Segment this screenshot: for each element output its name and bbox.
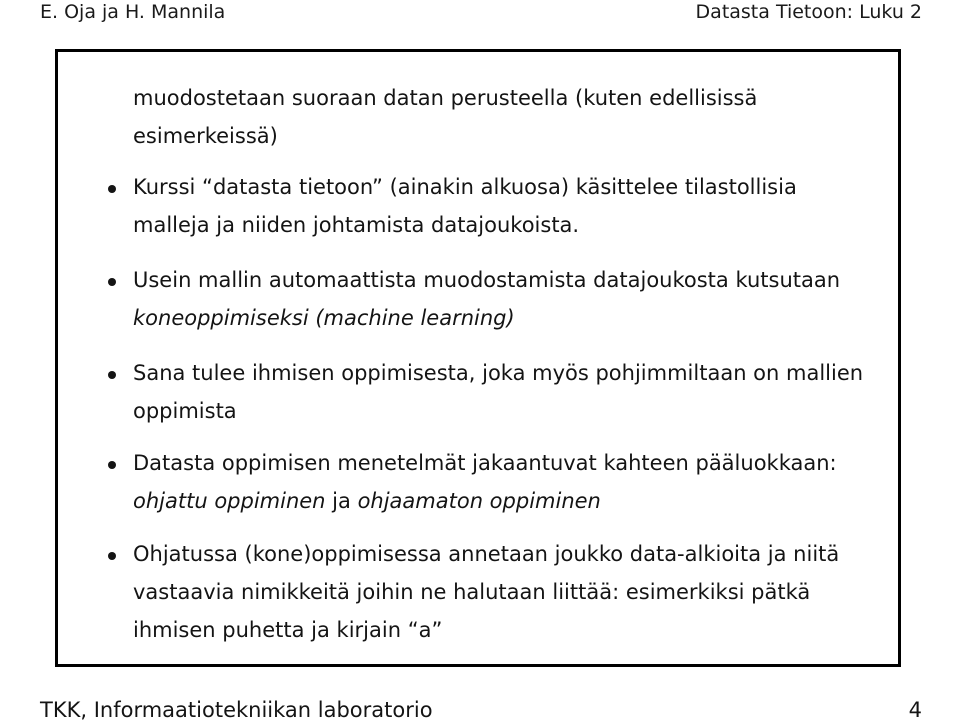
bullet-1-line-1: Kurssi “datasta tietoon” (ainakin alkuosa) käsittelee tilastollisia (133, 175, 797, 199)
bullet-2-line-1: Usein mallin automaattista muodostamista datajoukosta kutsutaan (133, 268, 841, 292)
term-unsupervised-learning: ohjaamaton oppiminen (357, 489, 601, 513)
bullet-4-marker (108, 461, 116, 469)
bullet-5-marker (108, 552, 116, 560)
bullet-5-line-2: vastaavia nimikkeitä joihin ne halutaan liittää: esimerkiksi pätkä (133, 580, 811, 604)
bullet-4-line-1: Datasta oppimisen menetelmät jakaantuvat kahteen pääluokkaan: (133, 451, 837, 475)
bullet-3-marker (108, 371, 116, 379)
header-course-chapter: Datasta Tietoon: Luku 2 (695, 1, 922, 23)
bullet-4-line-2 (133, 482, 601, 520)
term-supervised-learning: ohjattu oppiminen (133, 489, 326, 513)
bullet-5-line-1: Ohjatussa (kone)oppimisessa annetaan joukko data-alkioita ja niitä (133, 542, 840, 566)
bullet-1-marker (108, 185, 116, 193)
intro-line-1: muodostetaan suoraan datan perusteella (kuten edellisissä (133, 86, 758, 110)
bullet-2-marker (108, 278, 116, 286)
bullet-2-line-2: koneoppimiseksi (machine learning) (133, 306, 515, 330)
footer-institution: TKK, Informaatiotekniikan laboratorio (40, 698, 433, 722)
footer-page-number: 4 (908, 698, 922, 722)
bullet-1-line-2: malleja ja niiden johtamista datajoukoista. (133, 213, 580, 237)
bullet-3-line-1: Sana tulee ihmisen oppimisesta, joka myös pohjimmiltaan on mallien (133, 361, 864, 385)
conjunction-text: ja (325, 489, 358, 513)
bullet-3-line-2: oppimista (133, 399, 237, 423)
bullet-5-line-3: ihmisen puhetta ja kirjain “a” (133, 618, 443, 642)
header-authors: E. Oja ja H. Mannila (40, 1, 226, 23)
intro-line-2: esimerkeissä) (133, 124, 278, 148)
